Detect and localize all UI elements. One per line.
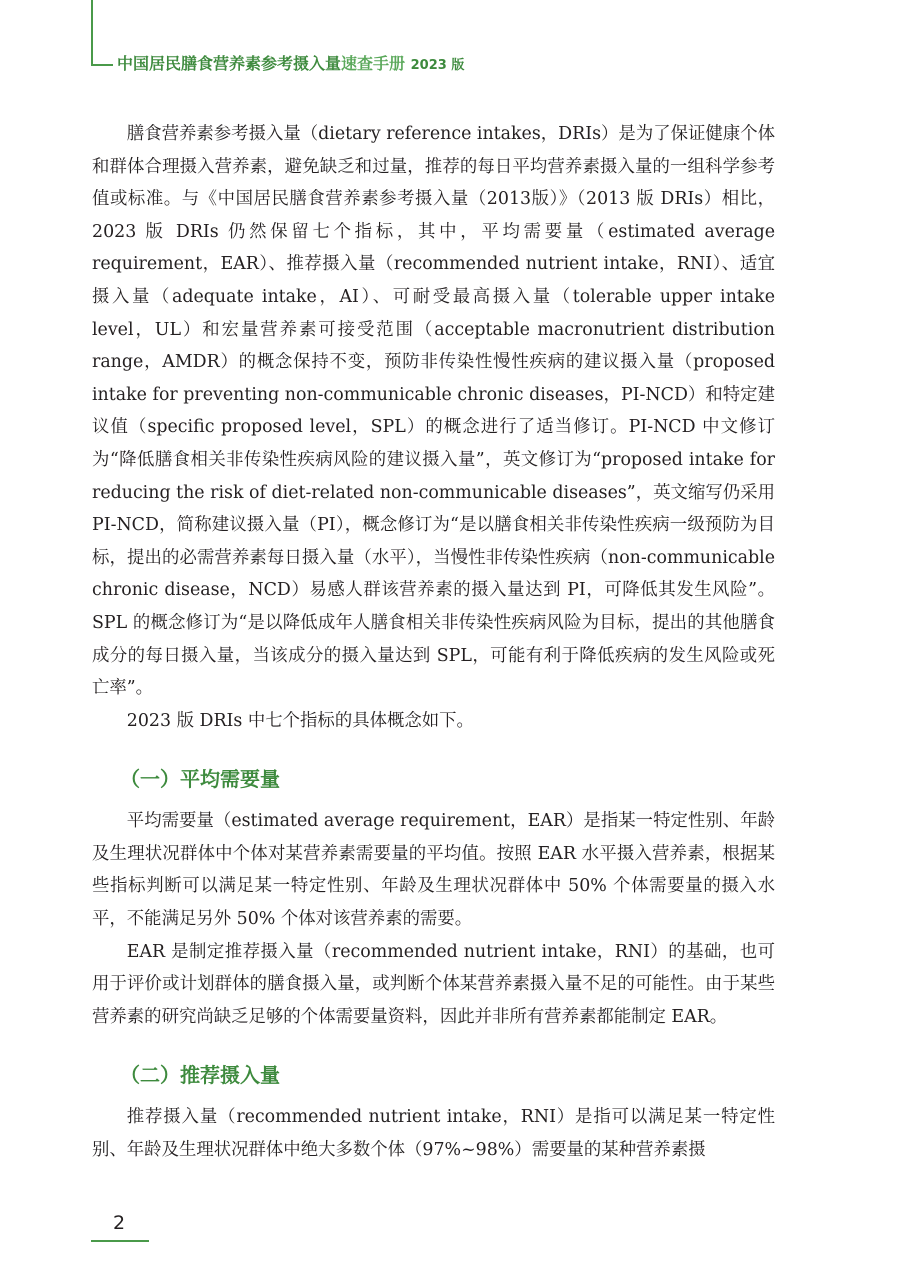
running-header [117, 51, 464, 74]
page-number-rule [91, 1240, 149, 1242]
summary-paragraph: 2023 版 DRIs 中七个指标的具体概念如下。 [126, 710, 474, 731]
header-title-sub: 速查手册 [341, 54, 406, 73]
section-heading-ear: （一）平均需要量 [120, 767, 280, 792]
intro-paragraph: 膳食营养素参考摄入量（dietary reference intakes，DRIs）是为了保证健康个体和群体合理摄入营养素，避免缺乏和过量，推荐的每日平均营养素摄入量的一组科学参考值或标准。与《中国居民膳食营养素参考摄入量（2013版）》（2013 版 DRIs）相比，2023 版 DRIs 仍然保留七个指标，其中，平均需要量（estimated average requirement，EAR）、推荐摄入量（recommended nutrient intake，RNI）、适宜摄入量（adequate intake，AI）、可耐受最高摄入量（tolerable upper intake level，UL）和宏量营养素可接受范围（acceptable macronutrient distribution range，AMDR）的概念保持不变，预防非传染性慢性疾病的建议摄入量（proposed intake for preventing non-communicable chronic diseases，PI-NCD）和特定建议值（specific proposed level，SPL）的概念进行了适当修订。PI-NCD 中文修订为“降低膳食相关非传染性疾病风险的建议摄入量”，英文修订为“proposed intake for reducing the risk of diet-related non-communicable diseases”，英文缩写仍采用 PI-NCD，简称建议摄入量（PI），概念修订为“是以膳食相关非传染性疾病一级预防为目标，提出的必需营养素每日摄入量（水平），当慢性非传染性疾病（non-communicable chronic disease，NCD）易感人群该营养素的摄入量达到 PI，可降低其发生风险”。SPL 的概念修订为“是以降低成年人膳食相关非传染性疾病风险为目标，提出的其他膳食成分的每日摄入量，当该成分的摄入量达到 SPL，可能有利于降低疾病的发生风险或死亡率”。 [92, 124, 775, 699]
page-number: 2 [113, 1212, 126, 1234]
section-heading-rni: （二）推荐摄入量 [120, 1063, 280, 1088]
ear-usage-paragraph: EAR 是制定推荐摄入量（recommended nutrient intake，RNI）的基础，也可用于评价或计划群体的膳食摄入量，或判断个体某营养素摄入量不足的可能性。由于某些营养素的研究尚缺乏足够的个体需要量资料，因此并非所有营养素都能制定 EAR。 [92, 941, 775, 1027]
header-horizontal-rule [91, 64, 113, 66]
rni-definition-paragraph: 推荐摄入量（recommended nutrient intake，RNI）是指可以满足某一特定性别、年龄及生理状况群体中绝大多数个体（97%~98%）需要量的某种营养素摄 [92, 1107, 775, 1161]
header-vertical-rule [91, 0, 93, 66]
header-edition: 2023 版 [410, 58, 465, 73]
page-body [92, 118, 775, 1167]
ear-definition-paragraph: 平均需要量（estimated average requirement，EAR）是指某一特定性别、年龄及生理状况群体中个体对某营养素需要量的平均值。按照 EAR 水平摄入营养素，根据某些指标判断可以满足某一特定性别、年龄及生理状况群体中 50% 个体需要量的摄入水平，不能满足另外 50% 个体对该营养素的需要。 [92, 811, 775, 930]
header-title-main: 中国居民膳食营养素参考摄入量 [117, 54, 342, 73]
